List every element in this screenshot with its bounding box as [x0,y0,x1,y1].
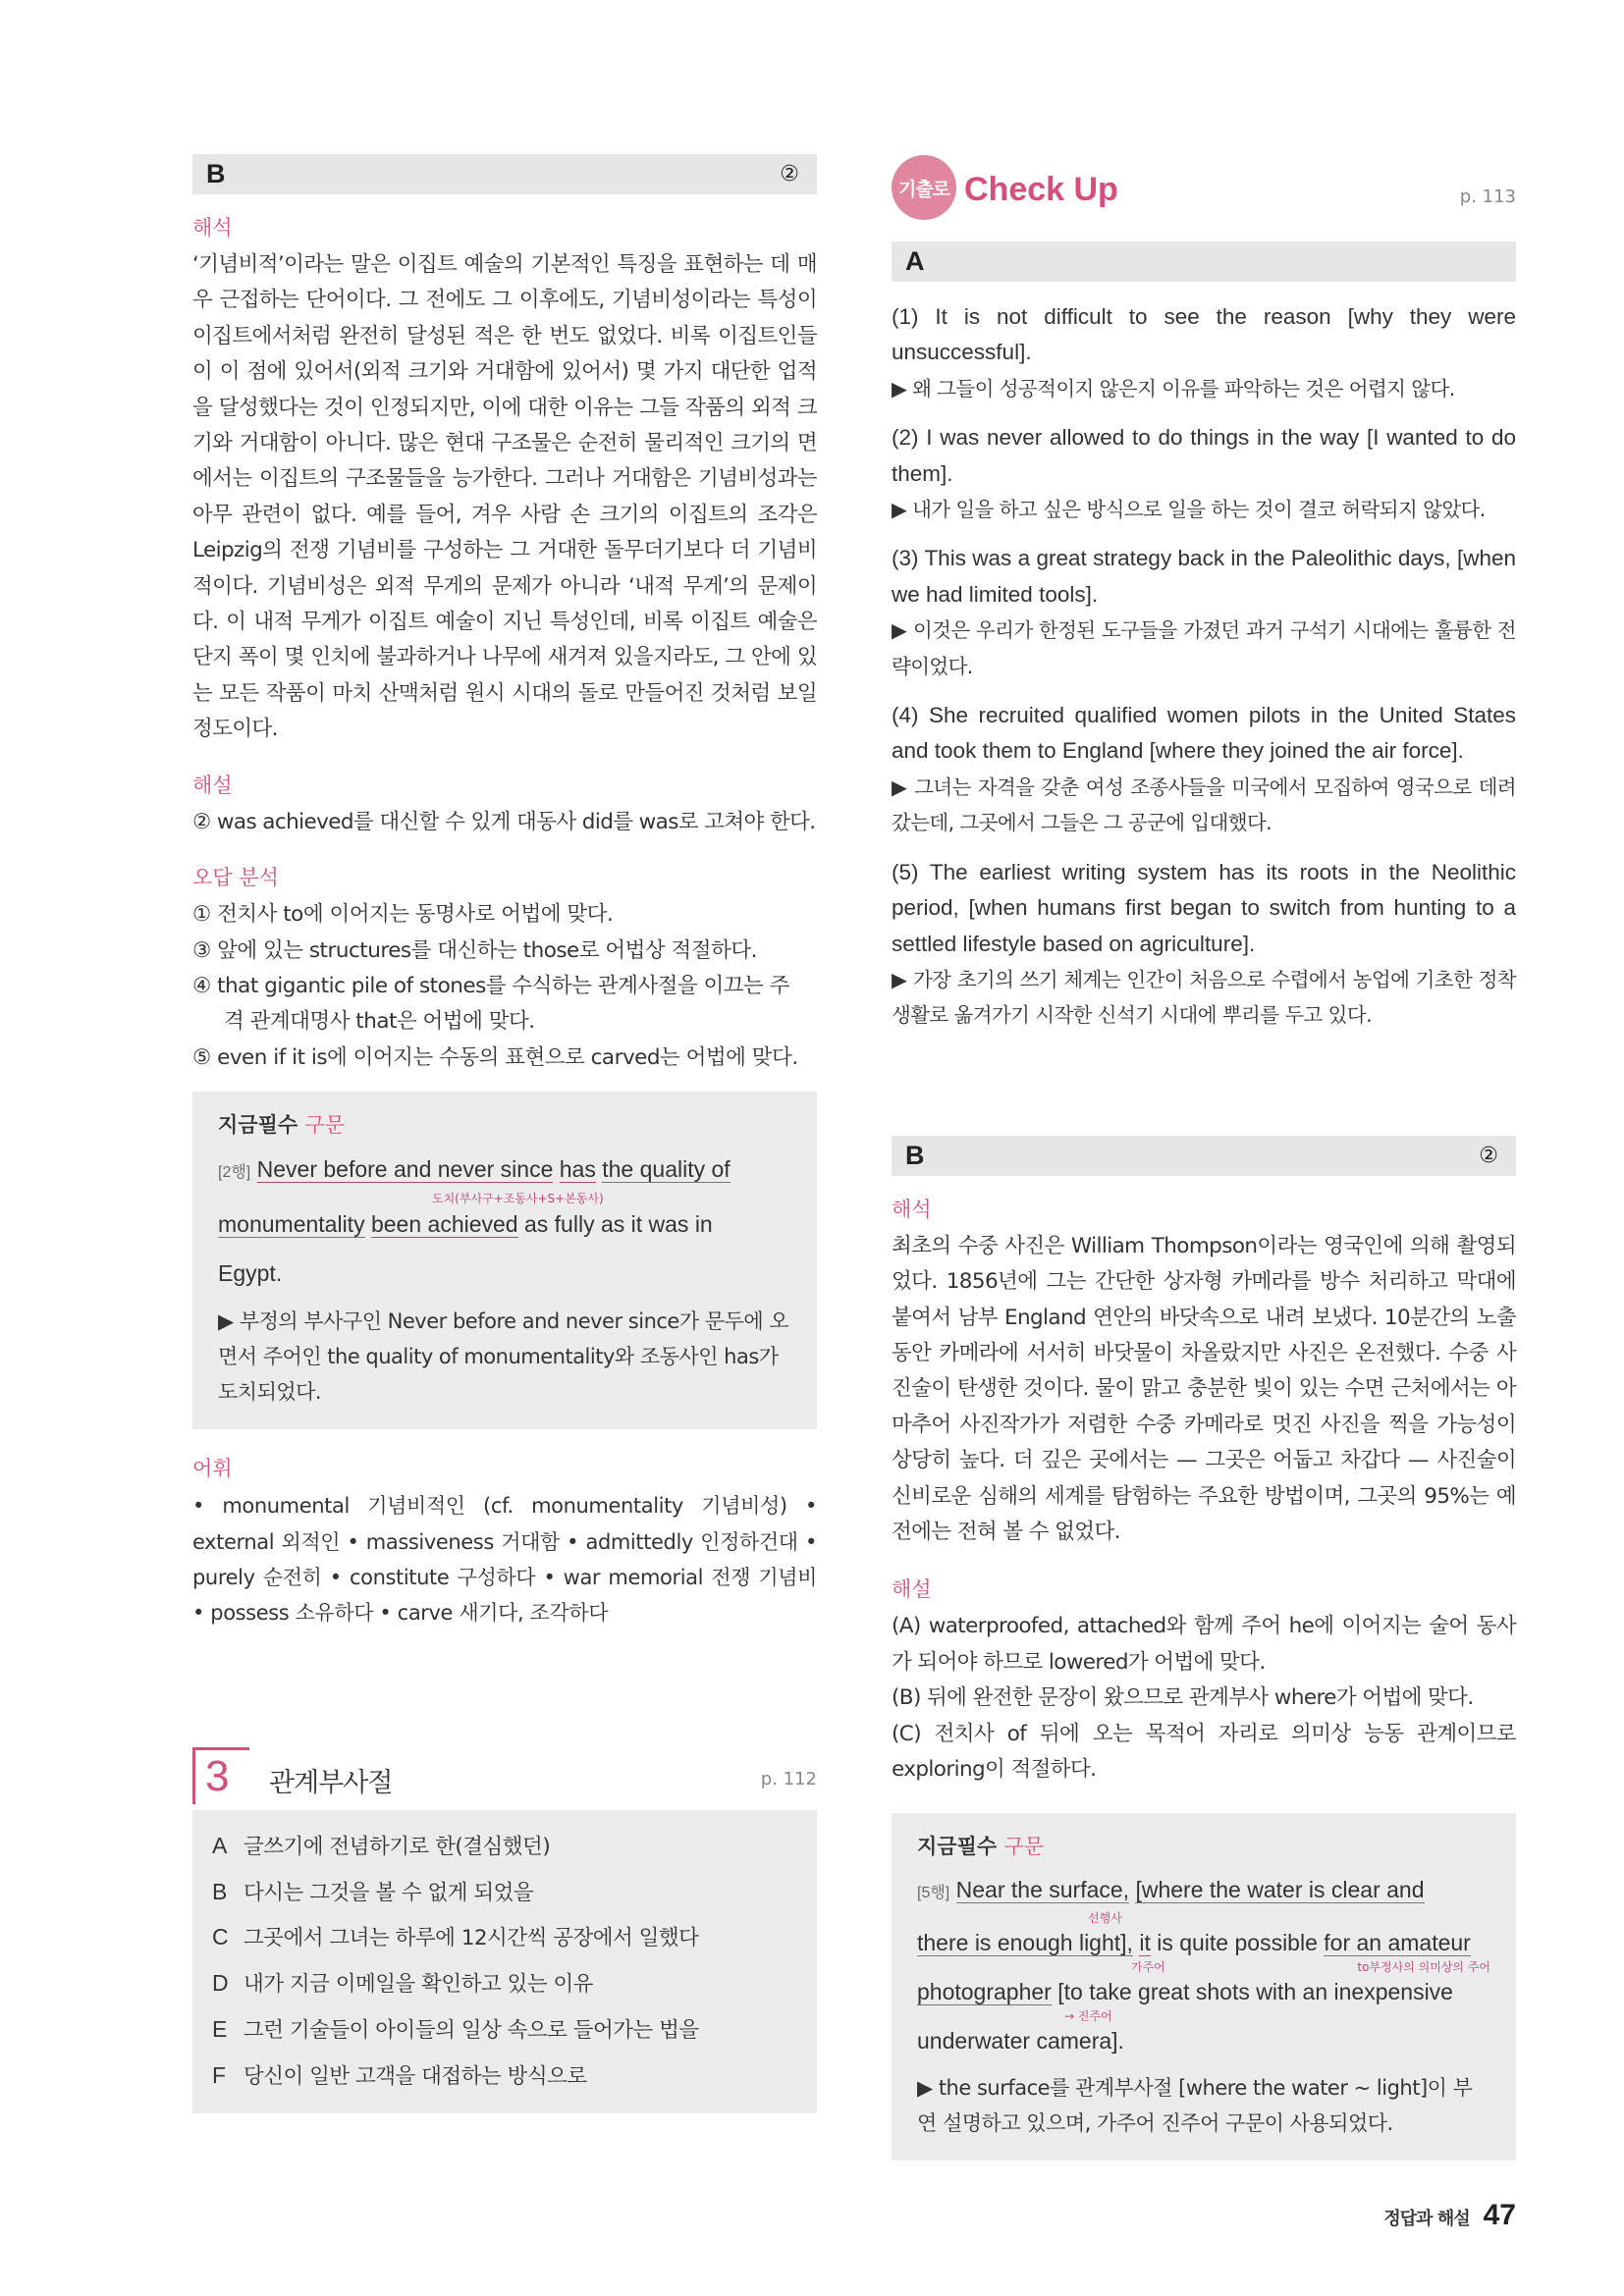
annotation: 도치(부사구+조동사+S+본동사) [432,1192,604,1206]
annotation-row [218,1190,791,1207]
answer-number: ② [1479,1143,1498,1168]
list-item: ③ 앞에 있는 structures를 대신하는 those로 어법상 적절하다. [192,937,757,963]
check-item [892,698,1516,841]
item-english: (1) It is not difficult to see the reason [why they were unsuccessful]. [892,304,1516,365]
syntax-phrase: Never before and never since [256,1156,554,1183]
item-korean: ▶ 이것은 우리가 한정된 도구들을 가졌던 과거 구석기 시대에는 훌륭한 전략이었다. [892,618,1516,678]
list-item: ④ that gigantic pile of stones를 수식하는 관계사절을 이끄는 주 [192,973,789,998]
list-item: (A) waterproofed, attached와 함께 주어 he에 이어지는 술어 동사가 되어야 하므로 lowered가 어법에 맞다. [892,1614,1516,1675]
check-item [892,420,1516,527]
syntax-phrase: [where the water is clear and [1135,1877,1425,1903]
check-item [892,299,1516,406]
annotation-row [917,1909,1490,1927]
haeseok-label: 해석 [192,216,233,240]
syntax-phrase: is quite possible [1157,1930,1318,1956]
syntax-phrase: Egypt. [218,1260,283,1287]
box-title-accent: 구문 [1003,1835,1045,1859]
list-item [212,1870,797,1916]
key-syntax-box [192,1092,817,1429]
vocab-text: • monumental 기념비적인 (cf. monumentality 기념비성) • external 외적인 • massiveness 거대함 • admittedly 인정하건대 • purely 순전히 • constitute 구성하다 • war memorial 전쟁 기념비 • possess 소유하다 • carve 새기다, 조각하다 [192,1494,817,1626]
section-b-bar [192,154,817,194]
item-english: (2) I was never allowed to do things in the way [I wanted to do them]. [892,425,1516,486]
annotation: 가주어 [1131,1960,1165,1975]
annotation: 선행사 [1088,1911,1122,1926]
syntax-phrase: the quality of [602,1156,731,1183]
item-key: B [212,1878,227,1904]
annotation: → 진주어 [1064,2009,1112,2024]
item-korean: ▶ 내가 일을 하고 싶은 방식으로 일을 하는 것이 결코 허락되지 않았다. [892,498,1486,522]
section-title: 관계부사절 [269,1767,393,1798]
syntax-phrase: it [1139,1930,1151,1956]
item-english: (5) The earliest writing system has its roots in the Neolithic period, [when humans first began to switch from hunting to a settled lifestyle based on agriculture]. [892,859,1516,956]
syntax-phrase: monumentality [218,1211,365,1238]
item-key: C [212,1924,229,1950]
syntax-phrase: for an amateur [1324,1930,1471,1956]
syntax-phrase: been achieved [370,1211,518,1238]
answer-number: ② [780,162,799,187]
item-key: E [212,2015,227,2042]
explanation-list [892,1609,1516,1788]
syntax-phrase: [to take great shots with an inexpensive [1057,1979,1453,2005]
haeseol-label: 해설 [892,1577,932,1602]
check-item [892,855,1516,1034]
syntax-sentence [917,1976,1490,2007]
item-key: A [212,1832,227,1858]
syntax-sentence [218,1152,791,1190]
left-column [192,154,817,2113]
annotation-row [917,1958,1490,1976]
syntax-phrase: has [559,1156,596,1183]
syntax-phrase: as fully as it was in [523,1211,713,1238]
item-key: F [212,2061,226,2088]
box-title [917,1831,1490,1860]
item-text: 글쓰기에 전념하기로 한(결심했던) [244,1834,551,1859]
list-item: ① 전치사 to에 이어지는 동명사로 어법에 맞다. [192,902,614,928]
section-3-answers [192,1810,817,2113]
box-title-accent: 구문 [304,1113,346,1138]
list-item [212,2054,797,2100]
list-item: 격 관계대명사 that은 어법에 맞다. [224,1009,535,1035]
box-title [218,1109,791,1139]
section-number: 3 [205,1751,230,1800]
page-ref: p. 113 [1459,187,1516,207]
page-ref: p. 112 [760,1768,817,1789]
item-text: 내가 지금 이메일을 확인하고 있는 이유 [244,1972,593,1998]
syntax-phrase: there is enough light], [917,1930,1133,1956]
item-korean: ▶ 그녀는 자격을 갖춘 여성 조종사들을 미국에서 모집하여 영국으로 데려갔는데, 그곳에서 그들은 그 공군에 입대했다. [892,774,1516,835]
list-item [212,1824,797,1870]
syntax-sentence [917,1927,1490,1958]
syntax-phrase: Near the surface, [955,1877,1130,1903]
section-3-header [192,1747,817,1804]
item-korean: ▶ 가장 초기의 쓰기 체계는 인간이 처음으로 수렵에서 농업에 기초한 정착 생활로 옮겨가기 시작한 신석기 시대에 뿌리를 두고 있다. [892,967,1516,1028]
page-number: 47 [1483,2199,1516,2231]
section-letter: A [905,246,925,276]
list-item: (C) 전치사 of 뒤에 오는 목적어 자리로 의미상 능동 관계이므로 exploring이 적절하다. [892,1721,1516,1782]
item-english: (4) She recruited qualified women pilots in the United States and took them to England [where they joined the air force]. [892,703,1516,764]
right-column [892,147,1516,2161]
section-b-bar [892,1136,1516,1176]
box-title-main: 지금필수 [917,1835,998,1859]
item-text: 그런 기술들이 아이들의 일상 속으로 들어가는 법을 [244,2017,699,2043]
badge: 기출로 [892,155,956,220]
syntax-phrase: underwater camera]. [917,2028,1124,2055]
item-korean: ▶ 왜 그들이 성공적이지 않은지 이유를 파악하는 것은 어렵지 않다. [892,376,1455,400]
vocab-label: 어휘 [192,1457,233,1481]
annotation-row [917,2007,1490,2025]
syntax-explanation: ▶ 부정의 부사구인 Never before and never since가 문두에 오면서 주어인 the quality of monumentality와 조동사인 has가 도치되었다. [218,1309,789,1405]
section-a-bar [892,241,1516,282]
explanation-text: ② was achieved를 대신할 수 있게 대동사 did를 was로 고쳐야 한다. [192,809,816,834]
item-english: (3) This was a great strategy back in the Paleolithic days, [when we had limited tools]. [892,546,1516,607]
item-text: 당신이 일반 고객을 대접하는 방식으로 [244,2063,587,2089]
line-tag: [2행] [218,1164,251,1182]
syntax-phrase: photographer [917,1979,1052,2005]
syntax-explanation: ▶ the surface를 관계부사절 [where the water ~ light]이 부연 설명하고 있으며, 가주어 진주어 구문이 사용되었다. [917,2076,1473,2136]
list-item [212,1961,797,2007]
line-tag: [5행] [917,1885,950,1902]
footer-label: 정답과 해설 [1383,2209,1470,2229]
item-text: 다시는 그것을 볼 수 없게 되었을 [244,1880,534,1905]
section-number-badge [192,1747,249,1804]
item-text: 그곳에서 그녀는 하루에 12시간씩 공장에서 일했다 [244,1926,699,1951]
list-item: (B) 뒤에 완전한 문장이 왔으므로 관계부사 where가 어법에 맞다. [892,1685,1474,1711]
section-letter: B [905,1140,925,1170]
check-up-header [892,147,1516,216]
syntax-sentence [218,1207,791,1241]
syntax-sentence [917,1874,1490,1909]
wrong-answer-label: 오답 분석 [192,866,279,890]
list-item [212,2007,797,2054]
list-item [212,1915,797,1961]
item-key: D [212,1970,229,1997]
key-syntax-box [892,1813,1516,2161]
section-letter: B [206,159,226,188]
check-up-title: Check Up [964,171,1118,208]
haeseol-label: 해설 [192,773,233,797]
annotation: to부정사의 의미상의 주어 [1357,1960,1490,1975]
page-footer [1383,2199,1516,2232]
translation-text: 최초의 수중 사진은 William Thompson이라는 영국인에 의해 촬영되었다. 1856년에 그는 간단한 상자형 카메라를 방수 처리하고 막대에 붙여서 남부 England 연안의 바닷속으로 내려 보냈다. 10분간의 노출 동안 카메라에 서서히 바닷물이 차올랐지만 사진은 온전했다. 수중 사진술이 탄생한 것이다. 물이 맑고 충분한 빛이 있는 수면 근처에서는 아마추어 사진작가가 저렴한 수중 카메라로 멋진 사진을 찍을 가능성이 상당히 높다. 더 깊은 곳에서는 — 그곳은 어둡고 차갑다 — 사진술이 신비로운 심해의 세계를 탐험하는 주요한 방법이며, 그곳의 95%는 예전에는 전혀 볼 수 없었다. [892,1233,1516,1544]
list-item: ⑤ even if it is에 이어지는 수동의 표현으로 carved는 어법에 맞다. [192,1044,798,1070]
box-title-main: 지금필수 [218,1113,298,1138]
wrong-answer-list [192,897,817,1076]
translation-text: ‘기념비적’이라는 말은 이집트 예술의 기본적인 특징을 표현하는 데 매우 근접하는 단어이다. 그 전에도 그 이후에도, 기념비성이라는 특성이 이집트에서처럼 완전히 달성된 적은 한 번도 없었다. 비록 이집트인들이 이 점에 있어서(외적 크기와 거대함에 있어서) 몇 가지 대단한 업적을 달성했다는 것이 인정되지만, 이에 대한 이유는 그들 작품의 외적 크기와 거대함이 아니다. 많은 현대 구조물은 순전히 물리적인 크기의 면에서는 이집트의 구조물들을 능가한다. 그러나 거대함은 기념비성과는 아무 관련이 없다. 예를 들어, 겨우 사람 손 크기의 이집트의 조각은 Leipzig의 전쟁 기념비를 구성하는 그 거대한 돌무더기보다 더 기념비적이다. 기념비성은 외적 무게의 문제가 아니라 ‘내적 무게’의 문제이다. 이 내적 무게가 이집트 예술이 지닌 특성인데, 비록 이집트 예술은 단지 폭이 몇 인치에 불과하거나 나무에 새겨져 있을지라도, 그 안에 있는 모든 작품이 마치 산맥처럼 원시 시대의 돌로 만들어진 것처럼 보일 정도이다. [192,252,817,742]
check-item [892,541,1516,684]
haeseok-label: 해석 [892,1197,932,1221]
